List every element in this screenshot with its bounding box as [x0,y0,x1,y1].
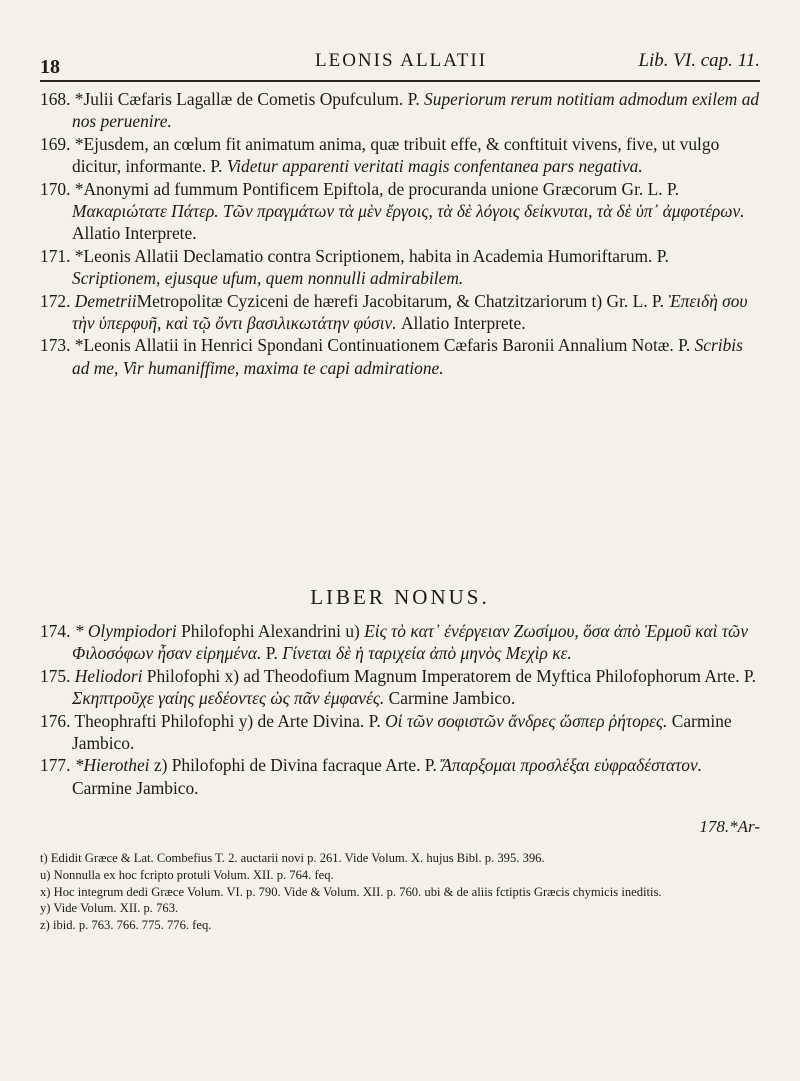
footnote-t: t) Edidit Græce & Lat. Combefius T. 2. auctarii novi p. 261. Vide Volum. X. hujus Bibl. p. 395. 396. [40,851,545,865]
header-rule [40,80,760,82]
footnote-y: y) Vide Volum. XII. p. 763. [40,901,179,916]
catchword: 178.*Ar- [699,817,760,836]
entry-170: 170. *Anonymi ad fummum Pontificem Epiftola, de procuranda unione Græcorum Gr. L. P. Μακαριώτατε Πάτερ. Τῶν πραγμάτων τὰ μὲν ἔργοις, τὰ δὲ λόγοις δείκνυται, τὰ δὲ ὑπ᾽ ἀμφοτέρων. Allatio Interprete. [40,178,745,244]
footnote-z: z) ibid. p. 763. 766. 775. 776. feq. [40,918,212,933]
entry-175: 175. Heliodori Philofophi x) ad Theodofium Magnum Imperatorem de Myftica Philofophorum Arte. P. Σκηπτροῦχε γαίης μεδέοντες ὡς πᾶν ἐμφανές. Carmine Jambico. [40,665,757,709]
entry-list-book-nine [40,620,760,799]
running-title: LEONIS ALLATII [315,50,488,71]
footnote-u: u) Nonnulla ex hoc fcripto protuli Volum. XII. p. 764. feq. [40,867,334,882]
book-heading: LIBER NONUS. [310,585,490,609]
entry-169: 169. *Ejusdem, an cœlum fit animatum anima, quæ tribuit effe, & conftituit vivens, five, ut vulgo dicitur, informante. P. Videtur apparenti veritati magis confentanea pars negativa. [40,133,720,177]
entry-173: 173. *Leonis Allatii in Henrici Spondani Continuationem Cæfaris Baronii Annalium Notæ. P. Scribis ad me, Vir humaniffime, maxima te capi admiratione. [40,335,743,378]
chapter-reference: Lib. VI. cap. 11. [638,50,760,71]
entry-list [40,88,760,379]
entry-177: 177. *Hierothei z) Philofophi de Divina facraque Arte. P. Ἄπαρξομαι προσλέξαι εὐφραδέστατον. Carmine Jambico. [40,755,703,798]
entry-174: 174. * Olympiodori Philofophi Alexandrini u) Εἰς τὸ κατ᾽ ἐνέργειαν Ζωσίμου, ὅσα ἀπὸ Ἑρμοῦ καὶ τῶν Φιλοσόφων ἦσαν εἰρημένα. P. Γίνεται δὲ ἡ ταριχεία ἀπὸ μηνὸς Μεχὶρ κε. [40,621,749,664]
entry-168: 168. *Julii Cæfaris Lagallæ de Cometis Opufculum. P. Superiorum rerum notitiam admodum exilem ad nos peruenire. [40,89,760,132]
entry-171: 171. *Leonis Allatii Declamatio contra Scriptionem, habita in Academia Humoriftarum. P. Scriptionem, ejusque ufum, quem nonnulli admirabilem. [40,245,669,289]
footnotes [40,850,760,934]
entry-172: 172. DemetriiMetropolitæ Cyziceni de hærefi Jacobitarum, & Chatzitzariorum t) Gr. L. P. Ἐπειδὴ σου τὴν ὑπερφυῆ, καὶ τῷ ὄντι βασιλικωτάτην φύσιν. Allatio Interprete. [40,290,748,334]
page-number: 18 [40,56,60,78]
running-header [40,46,760,80]
footnote-x: x) Hoc integrum dedi Græce Volum. VI. p. 790. Vide & Volum. XII. p. 760. ubi & de aliis fctiptis Græcis chymicis ineditis. [40,884,662,899]
entry-176: 176. Theophrafti Philofophi y) de Arte Divina. P. Οἱ τῶν σοφιστῶν ἄνδρες ὥσπερ ῥήτορες. Carmine Jambico. [40,710,732,754]
